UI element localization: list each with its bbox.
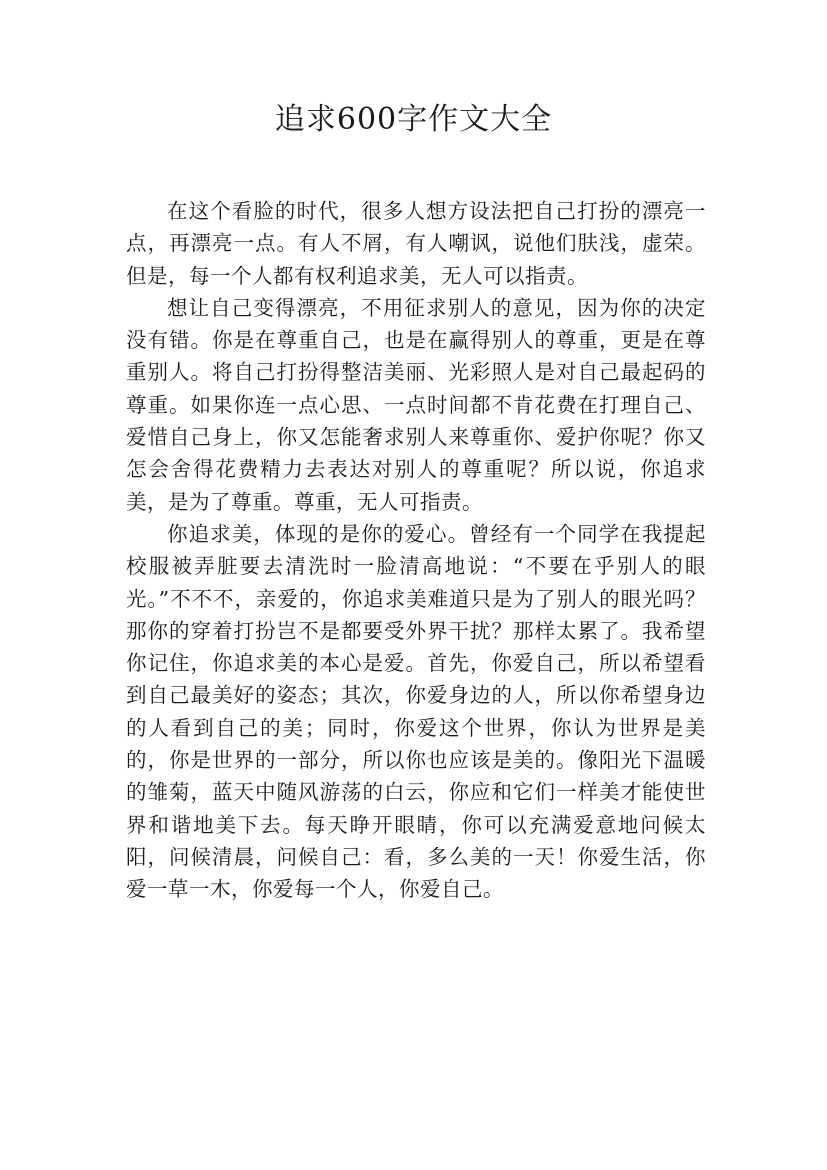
document-title: 追求600字作文大全	[274, 102, 553, 137]
paragraph-3: 你追求美，体现的是你的爱心。曾经有一个同学在我提起校服被弄脏要去清洗时一脸清高地说：“不要在乎别人的眼光。”不不不，亲爱的，你追求美难道只是为了别人的眼光吗？那你的穿着打扮岂不是都要受外界干扰？那样太累了。我希望你记住，你追求美的本心是爱。首先，你爱自己，所以希望看到自己最美好的姿态；其次，你爱身边的人，所以你希望身边的人看到自己的美；同时，你爱这个世界，你认为世界是美的，你是世界的一部分，所以你也应该是美的。像阳光下温暖的雏菊，蓝天中随风游荡的白云，你应和它们一样美才能使世界和谐地美下去。每天睁开眼睛，你可以充满爱意地问候太阳，问候清晨，问候自己：看，多么美的一天！你爱生活，你爱一草一木，你爱每一个人，你爱自己。	[126, 521, 706, 902]
paragraph-2: 想让自己变得漂亮，不用征求别人的意见，因为你的决定没有错。你是在尊重自己，也是在赢得别人的尊重，更是在尊重别人。将自己打扮得整洁美丽、光彩照人是对自己最起码的尊重。如果你连一点心思、一点时间都不肯花费在打理自己、爱惜自己身上，你又怎能奢求别人来尊重你、爱护你呢？你又怎会舍得花费精力去表达对别人的尊重呢？所以说，你追求美，是为了尊重。尊重，无人可指责。	[126, 295, 706, 514]
paragraph-1: 在这个看脸的时代，很多人想方设法把自己打扮的漂亮一点，再漂亮一点。有人不屑，有人嘲讽，说他们肤浅，虚荣。但是，每一个人都有权利追求美，无人可以指责。	[126, 199, 706, 288]
document-body	[126, 195, 706, 906]
